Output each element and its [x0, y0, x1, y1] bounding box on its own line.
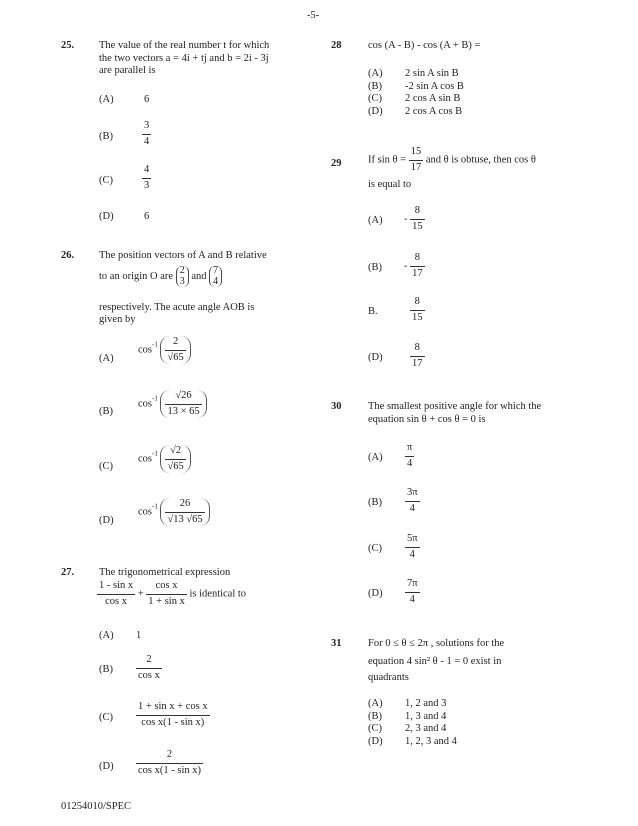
q26-line4: given by	[99, 314, 136, 325]
q26-option-a: (A)	[99, 353, 114, 364]
q26-line2: to an origin O are 2 3 and 7 4	[99, 266, 222, 287]
q29-option-a: (A)	[368, 215, 383, 226]
document-code: 01254010/SPEC	[61, 801, 132, 812]
question-number-27: 27.	[61, 567, 75, 578]
question-number-28: 28	[331, 40, 342, 51]
q26-option-c: (C)	[99, 461, 113, 472]
q25-option-d: (D)	[99, 211, 114, 222]
q27-option-d-fraction: $\frac{2}{\text{cos x(1 - sin x)}}$	[138, 749, 201, 776]
q29-option-b-expr: - $\frac{8}{17}$	[404, 252, 423, 279]
q30-option-d: (D)	[368, 588, 383, 599]
q26-option-b-expr: $\cos^{-1}$ $\frac{√26}{13 \times 65}$	[138, 390, 207, 418]
q29-option-c: B.	[368, 306, 378, 317]
q25-option-b-fraction: $\frac{3}{4}$	[144, 120, 150, 147]
question-number-30: 30	[331, 401, 342, 412]
q27-option-c: (C)	[99, 712, 113, 723]
q26-option-d-expr: $\cos^{-1}$ $\frac{26}{√13 √65}$	[138, 498, 210, 526]
q27-option-d: (D)	[99, 761, 114, 772]
q30-option-c: (C)	[368, 543, 382, 554]
q30-line1: The smallest positive angle for which the	[368, 401, 542, 412]
q31-line1: For 0 ≤ θ ≤ 2π , solutions for the	[368, 638, 505, 649]
q25-line2: the two vectors a = 4i + tj and b = 2i - 3j	[99, 52, 269, 64]
q27-expression: $\frac{\text{1 - sin x}}{\text{cos x}}$ + $\frac{\text{cos x}}{\text{1 + sin x}}$ is identical to	[99, 580, 247, 607]
question-number-29: 29	[331, 158, 342, 169]
q28-option-b: (B) -2 sin A cos B	[368, 80, 464, 92]
q25-line1: The value of the real number t for which	[99, 40, 270, 51]
q29-option-c-expr: $\frac{8}{15}$	[412, 296, 423, 323]
q29-option-b: (B)	[368, 262, 382, 273]
page-number: -5-	[307, 10, 320, 21]
q29-stem: If sin θ = $\frac{15}{17}$ and θ is obtuse, then cos θ	[368, 146, 536, 173]
q31-line2: equation 4 sin² θ - 1 = 0 exist in	[368, 656, 502, 667]
q31-option-a: (A) 1, 2 and 3	[368, 698, 447, 709]
q29-option-d: (D)	[368, 352, 383, 363]
q30-option-a: (A)	[368, 452, 383, 463]
q26-option-d: (D)	[99, 515, 114, 526]
q26-option-a-expr: $\cos^{-1}$ $\frac{2}{√65}$	[138, 336, 191, 364]
q25-option-a-value: 6	[144, 94, 150, 105]
q29-option-a-expr: - $\frac{8}{15}$	[404, 205, 423, 232]
q25-line3: are parallel is	[99, 65, 156, 77]
q25-option-a: (A)	[99, 94, 114, 105]
q28-option-d: (D) 2 cos A cos B	[368, 105, 463, 117]
question-25-stem	[99, 40, 299, 78]
q27-option-a: (A)	[99, 630, 114, 641]
q31-line3: quadrants	[368, 672, 409, 683]
q26-line3: respectively. The acute angle AOB is	[99, 302, 255, 313]
q29-option-d-expr: $\frac{8}{17}$	[412, 342, 423, 369]
vector-ob: 7 4	[209, 266, 222, 287]
q25-option-d-value: 6	[144, 211, 150, 222]
q29-line2: is equal to	[368, 179, 412, 190]
q31-option-c: (C) 2, 3 and 4	[368, 723, 447, 735]
q25-option-b: (B)	[99, 131, 113, 142]
q27-option-b-fraction: $\frac{2}{\text{cos x}}$	[138, 654, 160, 681]
question-number-31: 31	[331, 638, 342, 649]
q30-option-a-fraction: $\frac{\pi}{4}$	[407, 442, 413, 469]
q27-option-c-fraction: $\frac{\text{1 + sin x + cos x}}{\text{cos x(1 - sin x)}}$	[138, 701, 208, 728]
q26-line1: The position vectors of A and B relative	[99, 250, 267, 261]
q28-stem: cos (A - B) - cos (A + B) =	[368, 40, 481, 51]
q30-option-d-fraction: $\frac{7\pi}{4}$	[407, 578, 418, 605]
q30-line2: equation sin θ + cos θ = 0 is	[368, 414, 486, 425]
q30-option-b: (B)	[368, 497, 382, 508]
q26-option-b: (B)	[99, 406, 113, 417]
q28-option-c: (C) 2 cos A sin B	[368, 93, 461, 105]
question-number-25: 25.	[61, 40, 75, 51]
q30-option-b-fraction: $\frac{3\pi}{4}$	[407, 487, 418, 514]
q31-option-d: (D) 1, 2, 3 and 4	[368, 735, 457, 747]
question-number-26: 26.	[61, 250, 75, 261]
q31-options	[368, 698, 457, 748]
q31-option-b: (B) 1, 3 and 4	[368, 710, 447, 722]
q27-option-a-value: 1	[136, 630, 142, 641]
q25-option-c: (C)	[99, 175, 113, 186]
vector-oa: 2 3	[176, 266, 189, 287]
q28-option-a: (A) 2 sin A sin B	[368, 68, 459, 79]
q26-option-c-expr: $\cos^{-1}$ $\frac{√2}{√65}$	[138, 445, 191, 473]
q25-option-c-fraction: $\frac{4}{3}$	[144, 164, 150, 191]
q30-option-c-fraction: $\frac{5\pi}{4}$	[407, 533, 418, 560]
q27-line1: The trigonometrical expression	[99, 567, 231, 578]
q28-options	[368, 68, 464, 118]
q27-option-b: (B)	[99, 664, 113, 675]
